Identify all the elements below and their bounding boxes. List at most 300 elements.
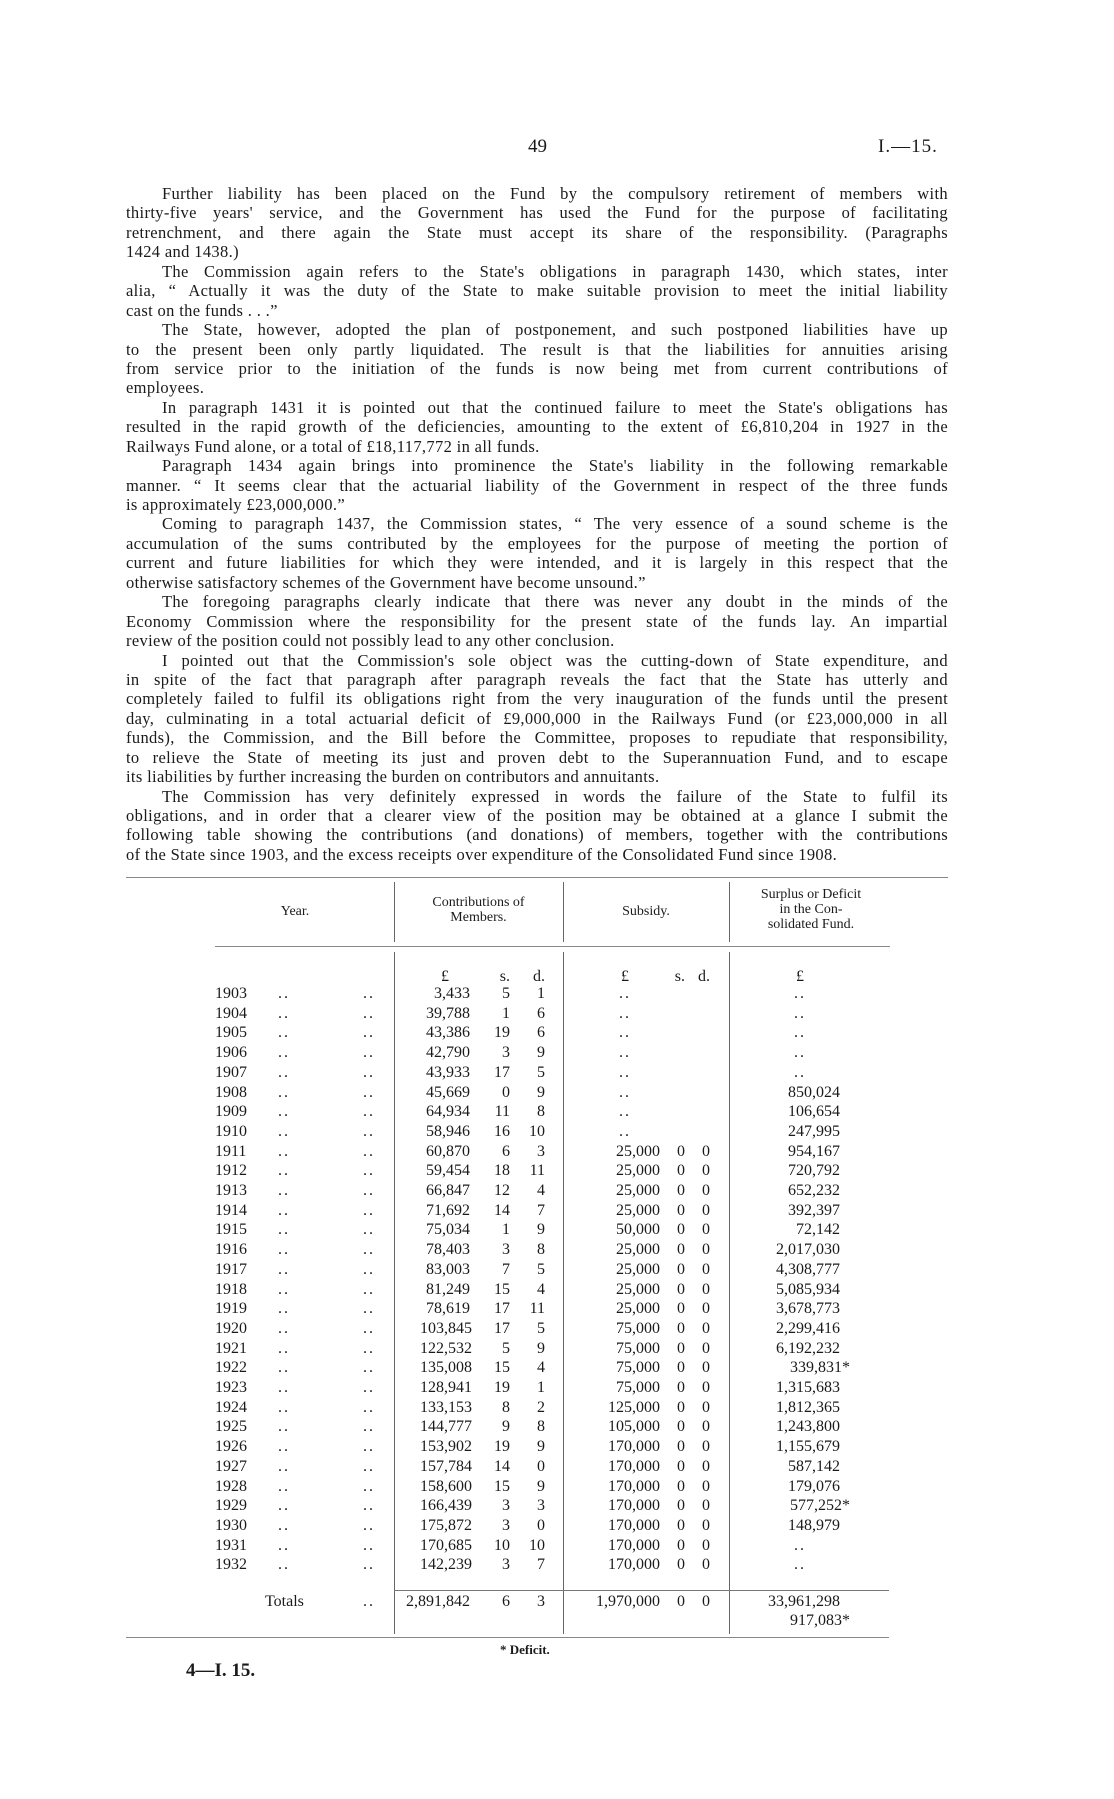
surplus-value: 106,654 <box>788 1103 840 1121</box>
members-shillings: 6 <box>502 1142 510 1160</box>
leader-dots: .. <box>363 1556 375 1574</box>
members-pounds: 45,669 <box>426 1083 470 1101</box>
subsidy-pounds: 170,000 <box>608 1556 660 1574</box>
subsidy-pence: 0 <box>702 1201 710 1219</box>
paragraph-line: otherwise satisfactory schemes of the Government have become unsound.” <box>126 572 646 592</box>
subsidy-pounds: .. <box>619 1044 631 1062</box>
leader-dots: .. <box>363 1418 375 1436</box>
paragraph-line: retrenchment, and there again the State must accept its share of the responsibility. (Paragraphs <box>126 222 948 242</box>
members-pounds: 75,034 <box>426 1221 470 1239</box>
members-shillings: 12 <box>494 1182 510 1199</box>
members-pounds: 103,845 <box>420 1319 472 1337</box>
members-shillings: 3 <box>502 1556 510 1574</box>
members-pence: 1 <box>537 1379 545 1396</box>
unit-pence: d. <box>698 968 710 985</box>
total-subsidy-shillings: 0 <box>677 1593 685 1610</box>
footnote: * Deficit. <box>500 1642 550 1657</box>
paragraph-line: Coming to paragraph 1437, the Commission states, “ The very essence of a sound scheme is the <box>162 514 948 534</box>
leader-dots: .. <box>278 1398 290 1416</box>
unit-pound: £ <box>621 968 629 985</box>
unit-shilling: s. <box>499 968 510 985</box>
subsidy-pence: 0 <box>702 1221 710 1239</box>
subsidy-pounds: 170,000 <box>608 1438 660 1456</box>
leader-dots: .. <box>278 1004 290 1022</box>
leader-dots: .. <box>278 1300 290 1318</box>
leader-dots: .. <box>278 1260 290 1278</box>
members-shillings: 15 <box>494 1359 510 1377</box>
header-surplus-line2: in the Con- <box>779 902 843 917</box>
paragraph-line: Railways Fund alone, or a total of £18,117,772 in all funds. <box>126 436 540 456</box>
subsidy-pounds: 75,000 <box>616 1359 660 1377</box>
subsidy-pounds: 25,000 <box>616 1300 660 1318</box>
leader-dots: .. <box>363 1379 375 1396</box>
surplus-value: 954,167 <box>788 1142 840 1160</box>
subsidy-pounds: 75,000 <box>616 1339 660 1357</box>
subsidy-pounds: .. <box>619 1024 631 1042</box>
paragraph-line: The foregoing paragraphs clearly indicate that there was never any doubt in the minds of the <box>162 592 948 612</box>
members-pence: 6 <box>537 1024 545 1042</box>
paragraph-line: accumulation of the sums contributed by the employees for the purpose of meeting the portion of <box>126 533 948 553</box>
subsidy-pounds: 170,000 <box>608 1457 660 1475</box>
subsidy-shillings: 0 <box>677 1477 685 1495</box>
subsidy-pounds: 25,000 <box>616 1182 660 1199</box>
leader-dots: .. <box>363 1201 375 1219</box>
members-shillings: 5 <box>502 985 510 1002</box>
leader-dots: .. <box>278 1418 290 1436</box>
total-members-pence: 3 <box>537 1593 545 1610</box>
subsidy-pounds: 25,000 <box>616 1260 660 1278</box>
year-cell: 1914 <box>215 1201 247 1219</box>
surplus-value: 179,076 <box>788 1477 840 1495</box>
year-cell: 1905 <box>215 1024 247 1042</box>
leader-dots: .. <box>278 1103 290 1121</box>
year-cell: 1911 <box>215 1142 247 1160</box>
subsidy-shillings: 0 <box>677 1418 685 1436</box>
members-pounds: 66,847 <box>426 1182 470 1199</box>
members-pounds: 133,153 <box>420 1398 472 1416</box>
members-shillings: 14 <box>494 1201 510 1219</box>
members-pence: 3 <box>537 1497 545 1515</box>
subsidy-pounds: .. <box>619 1083 631 1101</box>
leader-dots: .. <box>278 1536 290 1554</box>
subsidy-shillings: 0 <box>677 1162 685 1180</box>
members-pounds: 64,934 <box>426 1103 470 1121</box>
surplus-value: 4,308,777 <box>776 1260 840 1278</box>
document-reference: I.—15. <box>878 136 938 157</box>
surplus-value: 2,017,030 <box>776 1241 840 1259</box>
members-shillings: 5 <box>502 1339 510 1357</box>
members-pounds: 3,433 <box>434 985 470 1002</box>
unit-shilling: s. <box>674 968 685 985</box>
members-pence: 9 <box>537 1339 545 1357</box>
surplus-value: 850,024 <box>788 1083 840 1101</box>
members-pence: 9 <box>537 1083 545 1101</box>
paragraph-line: to the present been only partly liquidated. The result is that the liabilities for annuities arising <box>126 339 948 359</box>
members-shillings: 15 <box>494 1280 510 1298</box>
paragraph-line: its liabilities by further increasing the burden on contributors and annuitants. <box>126 767 660 787</box>
leader-dots: .. <box>363 1024 375 1042</box>
surplus-value: 72,142 <box>796 1221 840 1239</box>
paragraph-line: completely failed to fulfil its obligations right from the very inauguration of the funds until the present <box>126 689 948 709</box>
total-members-pounds: 2,891,842 <box>406 1593 470 1610</box>
leader-dots: .. <box>278 1280 290 1298</box>
surplus-value: 1,315,683 <box>776 1379 840 1396</box>
subsidy-pounds: 25,000 <box>616 1142 660 1160</box>
paragraph-line: of the State since 1903, and the excess receipts over expenditure of the Consolidated Fund since 1908. <box>126 844 838 864</box>
leader-dots: .. <box>278 1221 290 1239</box>
subsidy-pence: 0 <box>702 1339 710 1357</box>
subsidy-shillings: 0 <box>677 1201 685 1219</box>
paragraph-line: current and future liabilities for which they were intended, and it is largely in this respect that the <box>126 553 948 573</box>
surplus-value: .. <box>794 1044 806 1062</box>
subsidy-pounds: .. <box>619 1103 631 1121</box>
subsidy-shillings: 0 <box>677 1182 685 1199</box>
members-pounds: 142,239 <box>420 1556 472 1574</box>
subsidy-pounds: 125,000 <box>608 1398 660 1416</box>
year-cell: 1906 <box>215 1044 247 1062</box>
leader-dots: .. <box>278 985 290 1002</box>
members-pounds: 78,403 <box>426 1241 470 1259</box>
subsidy-pence: 0 <box>702 1536 710 1554</box>
members-pence: 9 <box>537 1221 545 1239</box>
members-pence: 11 <box>529 1300 545 1318</box>
members-pounds: 144,777 <box>420 1418 472 1436</box>
members-shillings: 19 <box>494 1438 510 1456</box>
paragraph-line: is approximately £23,000,000.” <box>126 495 346 514</box>
surplus-value: 3,678,773 <box>776 1300 840 1318</box>
subsidy-shillings: 0 <box>677 1260 685 1278</box>
paragraph-line: The Commission has very definitely expressed in words the failure of the State to fulfil its <box>162 786 948 806</box>
paragraph-line: I pointed out that the Commission's sole object was the cutting-down of State expenditure, and <box>162 650 948 670</box>
header-members-line1: Contributions of <box>432 895 525 910</box>
members-shillings: 1 <box>502 1221 510 1239</box>
surplus-value: 1,812,365 <box>776 1398 840 1416</box>
leader-dots: .. <box>363 1083 375 1101</box>
members-pence: 8 <box>537 1418 545 1436</box>
leader-dots: .. <box>278 1457 290 1475</box>
members-shillings: 10 <box>494 1536 510 1554</box>
leader-dots: .. <box>278 1044 290 1062</box>
subsidy-pounds: 170,000 <box>608 1477 660 1495</box>
year-cell: 1916 <box>215 1241 247 1259</box>
leader-dots: .. <box>278 1024 290 1042</box>
members-pounds: 39,788 <box>426 1004 470 1022</box>
members-pounds: 135,008 <box>420 1359 472 1377</box>
leader-dots: .. <box>278 1339 290 1357</box>
year-cell: 1915 <box>215 1221 247 1239</box>
subsidy-pounds: 75,000 <box>616 1379 660 1396</box>
year-cell: 1909 <box>215 1103 247 1121</box>
members-pounds: 158,600 <box>420 1477 472 1495</box>
leader-dots: .. <box>363 1004 375 1022</box>
members-pounds: 43,933 <box>426 1063 470 1081</box>
paragraph-line: following table showing the contributions (and donations) of members, together with the contributions <box>126 825 948 845</box>
leader-dots: .. <box>363 1280 375 1298</box>
members-shillings: 3 <box>502 1044 510 1062</box>
members-pence: 4 <box>537 1182 545 1199</box>
column-divider <box>394 952 395 1634</box>
leader-dots: .. <box>363 1182 375 1199</box>
members-pence: 7 <box>537 1556 545 1574</box>
leader-dots: .. <box>278 1182 290 1199</box>
paragraph-line: resulted in the rapid growth of the deficiencies, amounting to the extent of £6,810,204 in 1927 in the <box>126 417 948 437</box>
leader-dots: .. <box>363 1063 375 1081</box>
subsidy-pence: 0 <box>702 1418 710 1436</box>
paragraph-line: to relieve the State of meeting its just and proven debt to the Superannuation Fund, and to escape <box>126 747 948 767</box>
page-signature: 4—I. 15. <box>186 1660 256 1681</box>
members-shillings: 14 <box>494 1457 510 1475</box>
leader-dots: .. <box>363 1536 375 1554</box>
paragraph-line: manner. “ It seems clear that the actuarial liability of the Government in respect of the three funds <box>126 475 948 495</box>
members-shillings: 1 <box>502 1004 510 1022</box>
subsidy-pounds: 170,000 <box>608 1516 660 1534</box>
leader-dots: .. <box>278 1063 290 1081</box>
subsidy-pence: 0 <box>702 1398 710 1416</box>
members-pounds: 153,902 <box>420 1438 472 1456</box>
members-pence: 1 <box>537 985 545 1002</box>
subsidy-shillings: 0 <box>677 1438 685 1456</box>
leader-dots: .. <box>363 1300 375 1318</box>
members-pence: 3 <box>537 1142 545 1160</box>
members-pence: 0 <box>537 1516 545 1534</box>
leader-dots: .. <box>363 1260 375 1278</box>
paragraph-line: thirty-five years' service, and the Government has used the Fund for the purpose of facilitating <box>126 203 948 223</box>
members-pence: 5 <box>537 1319 545 1337</box>
year-cell: 1912 <box>215 1162 247 1180</box>
leader-dots: .. <box>278 1201 290 1219</box>
paragraph-line: Paragraph 1434 again brings into prominence the State's liability in the following remarkable <box>162 456 948 476</box>
paragraph-line: day, culminating in a total actuarial deficit of £9,000,000 in the Railways Fund (or £23,000,000 in all <box>126 708 948 728</box>
column-divider <box>729 952 730 1634</box>
year-cell: 1927 <box>215 1457 247 1475</box>
surplus-value: .. <box>794 1063 806 1081</box>
members-shillings: 9 <box>502 1418 510 1436</box>
leader-dots: .. <box>363 1142 375 1160</box>
leader-dots: .. <box>363 1241 375 1259</box>
subsidy-pence: 0 <box>702 1497 710 1515</box>
column-divider <box>729 882 730 942</box>
members-pounds: 78,619 <box>426 1300 470 1318</box>
totals-rule <box>394 1590 889 1591</box>
members-shillings: 3 <box>502 1497 510 1515</box>
leader-dots: .. <box>278 1319 290 1337</box>
members-pence: 6 <box>537 1004 545 1022</box>
members-pounds: 122,532 <box>420 1339 472 1357</box>
members-shillings: 19 <box>494 1379 510 1396</box>
members-pence: 9 <box>537 1477 545 1495</box>
subsidy-pence: 0 <box>702 1516 710 1534</box>
column-divider <box>563 952 564 1634</box>
unit-pound: £ <box>796 968 804 985</box>
paragraph-line: review of the position could not possibly lead to any other conclusion. <box>126 631 615 651</box>
leader-dots: .. <box>363 1593 375 1610</box>
leader-dots: .. <box>363 1221 375 1239</box>
year-cell: 1919 <box>215 1300 247 1318</box>
members-pounds: 71,692 <box>426 1201 470 1219</box>
members-shillings: 16 <box>494 1122 510 1140</box>
leader-dots: .. <box>363 1438 375 1456</box>
surplus-value: 5,085,934 <box>776 1280 840 1298</box>
subsidy-shillings: 0 <box>677 1359 685 1377</box>
surplus-value: .. <box>794 1556 806 1574</box>
subsidy-pounds: .. <box>619 1004 631 1022</box>
subsidy-pence: 0 <box>702 1477 710 1495</box>
paragraph-line: employees. <box>126 378 205 398</box>
leader-dots: .. <box>278 1438 290 1456</box>
members-pounds: 170,685 <box>420 1536 472 1554</box>
year-cell: 1926 <box>215 1438 247 1456</box>
members-pence: 4 <box>537 1359 545 1377</box>
subsidy-pence: 0 <box>702 1300 710 1318</box>
leader-dots: .. <box>363 1497 375 1515</box>
members-shillings: 3 <box>502 1241 510 1259</box>
year-cell: 1925 <box>215 1418 247 1436</box>
subsidy-pounds: 75,000 <box>616 1319 660 1337</box>
members-pence: 10 <box>529 1536 545 1554</box>
leader-dots: .. <box>278 1556 290 1574</box>
members-shillings: 3 <box>502 1516 510 1534</box>
subsidy-pence: 0 <box>702 1438 710 1456</box>
members-shillings: 18 <box>494 1162 510 1180</box>
surplus-value: 247,995 <box>788 1122 840 1140</box>
members-pounds: 58,946 <box>426 1122 470 1140</box>
leader-dots: .. <box>278 1142 290 1160</box>
subsidy-shillings: 0 <box>677 1142 685 1160</box>
paragraph-line: from service prior to the initiation of the funds is now being met from current contributions of <box>126 358 948 378</box>
total-surplus: 33,961,298 <box>768 1593 840 1610</box>
surplus-value: .. <box>794 985 806 1002</box>
subsidy-pounds: 25,000 <box>616 1280 660 1298</box>
paragraph-line: The Commission again refers to the State's obligations in paragraph 1430, which states, inter <box>162 261 948 281</box>
subsidy-shillings: 0 <box>677 1379 685 1396</box>
unit-pence: d. <box>533 968 545 985</box>
year-cell: 1922 <box>215 1359 247 1377</box>
members-shillings: 19 <box>494 1024 510 1042</box>
subsidy-pounds: 25,000 <box>616 1201 660 1219</box>
total-deficit: 917,083* <box>790 1612 850 1629</box>
subsidy-shillings: 0 <box>677 1457 685 1475</box>
surplus-value: 577,252* <box>790 1497 850 1515</box>
year-cell: 1917 <box>215 1260 247 1278</box>
header-year: Year. <box>280 904 310 919</box>
surplus-value: .. <box>794 1536 806 1554</box>
subsidy-shillings: 0 <box>677 1221 685 1239</box>
members-shillings: 17 <box>494 1063 510 1081</box>
subsidy-pence: 0 <box>702 1457 710 1475</box>
subsidy-shillings: 0 <box>677 1300 685 1318</box>
members-pounds: 166,439 <box>420 1497 472 1515</box>
subsidy-pence: 0 <box>702 1556 710 1574</box>
surplus-value: 2,299,416 <box>776 1319 840 1337</box>
subsidy-shillings: 0 <box>677 1319 685 1337</box>
year-cell: 1904 <box>215 1004 247 1022</box>
paragraph-line: funds), the Commission, and the Bill before the Committee, proposes to repudiate that responsibility, <box>126 728 948 748</box>
subsidy-pence: 0 <box>702 1359 710 1377</box>
paragraph-line: The State, however, adopted the plan of postponement, and such postponed liabilities have up <box>162 320 948 340</box>
members-shillings: 15 <box>494 1477 510 1495</box>
table-bottom-rule <box>126 1637 889 1638</box>
members-shillings: 11 <box>494 1103 510 1121</box>
leader-dots: .. <box>278 1379 290 1396</box>
column-divider <box>394 882 395 942</box>
table-top-rule <box>126 877 948 878</box>
paragraph-line: alia, “ Actually it was the duty of the State to make suitable provision to meet the initial liability <box>126 281 948 301</box>
leader-dots: .. <box>278 1477 290 1495</box>
subsidy-pounds: 25,000 <box>616 1162 660 1180</box>
members-pence: 5 <box>537 1063 545 1081</box>
members-shillings: 17 <box>494 1300 510 1318</box>
subsidy-pounds: .. <box>619 985 631 1002</box>
year-cell: 1920 <box>215 1319 247 1337</box>
paragraph-line: In paragraph 1431 it is pointed out that the continued failure to meet the State's obligations has <box>162 397 948 417</box>
leader-dots: .. <box>363 1044 375 1062</box>
leader-dots: .. <box>363 1339 375 1357</box>
members-pence: 11 <box>529 1162 545 1180</box>
surplus-value: 1,243,800 <box>776 1418 840 1436</box>
members-pounds: 175,872 <box>420 1516 472 1534</box>
year-cell: 1907 <box>215 1063 247 1081</box>
members-pence: 2 <box>537 1398 545 1416</box>
subsidy-shillings: 0 <box>677 1516 685 1534</box>
paragraph-line: 1424 and 1438.) <box>126 242 239 262</box>
year-cell: 1913 <box>215 1182 247 1199</box>
leader-dots: .. <box>363 1359 375 1377</box>
paragraph-line: cast on the funds . . .” <box>126 300 278 320</box>
subsidy-pounds: 25,000 <box>616 1241 660 1259</box>
leader-dots: .. <box>363 1398 375 1416</box>
members-shillings: 17 <box>494 1319 510 1337</box>
subsidy-pounds: 105,000 <box>608 1418 660 1436</box>
year-cell: 1930 <box>215 1516 247 1534</box>
members-shillings: 7 <box>502 1260 510 1278</box>
paragraph-line: Economy Commission where the responsibility for the present state of the funds lay. An impartial <box>126 611 948 631</box>
surplus-value: .. <box>794 1004 806 1022</box>
leader-dots: .. <box>278 1359 290 1377</box>
leader-dots: .. <box>278 1162 290 1180</box>
members-pounds: 128,941 <box>420 1379 472 1396</box>
surplus-value: 6,192,232 <box>776 1339 840 1357</box>
header-members-line2: Members. <box>450 910 507 925</box>
subsidy-pence: 0 <box>702 1182 710 1199</box>
body-text <box>126 184 948 864</box>
leader-dots: .. <box>278 1122 290 1140</box>
surplus-value: 587,142 <box>788 1457 840 1475</box>
surplus-value: .. <box>794 1024 806 1042</box>
leader-dots: .. <box>278 1516 290 1534</box>
year-cell: 1903 <box>215 985 247 1002</box>
subsidy-shillings: 0 <box>677 1339 685 1357</box>
header-surplus-line1: Surplus or Deficit <box>760 887 862 902</box>
surplus-value: 392,397 <box>788 1201 840 1219</box>
total-subsidy-pence: 0 <box>702 1593 710 1610</box>
year-cell: 1908 <box>215 1083 247 1101</box>
year-cell: 1931 <box>215 1536 247 1554</box>
leader-dots: .. <box>278 1083 290 1101</box>
subsidy-pounds: 50,000 <box>616 1221 660 1239</box>
leader-dots: .. <box>363 1319 375 1337</box>
total-subsidy-pounds: 1,970,000 <box>596 1593 660 1610</box>
subsidy-shillings: 0 <box>677 1241 685 1259</box>
year-cell: 1918 <box>215 1280 247 1298</box>
members-pence: 4 <box>537 1280 545 1298</box>
subsidy-pence: 0 <box>702 1280 710 1298</box>
leader-dots: .. <box>363 1103 375 1121</box>
leader-dots: .. <box>363 1162 375 1180</box>
paragraph-line: obligations, and in order that a clearer view of the position may be obtained at a glance I submit the <box>126 806 948 825</box>
leader-dots: .. <box>278 1497 290 1515</box>
members-pounds: 59,454 <box>426 1162 470 1180</box>
members-pence: 8 <box>537 1241 545 1259</box>
